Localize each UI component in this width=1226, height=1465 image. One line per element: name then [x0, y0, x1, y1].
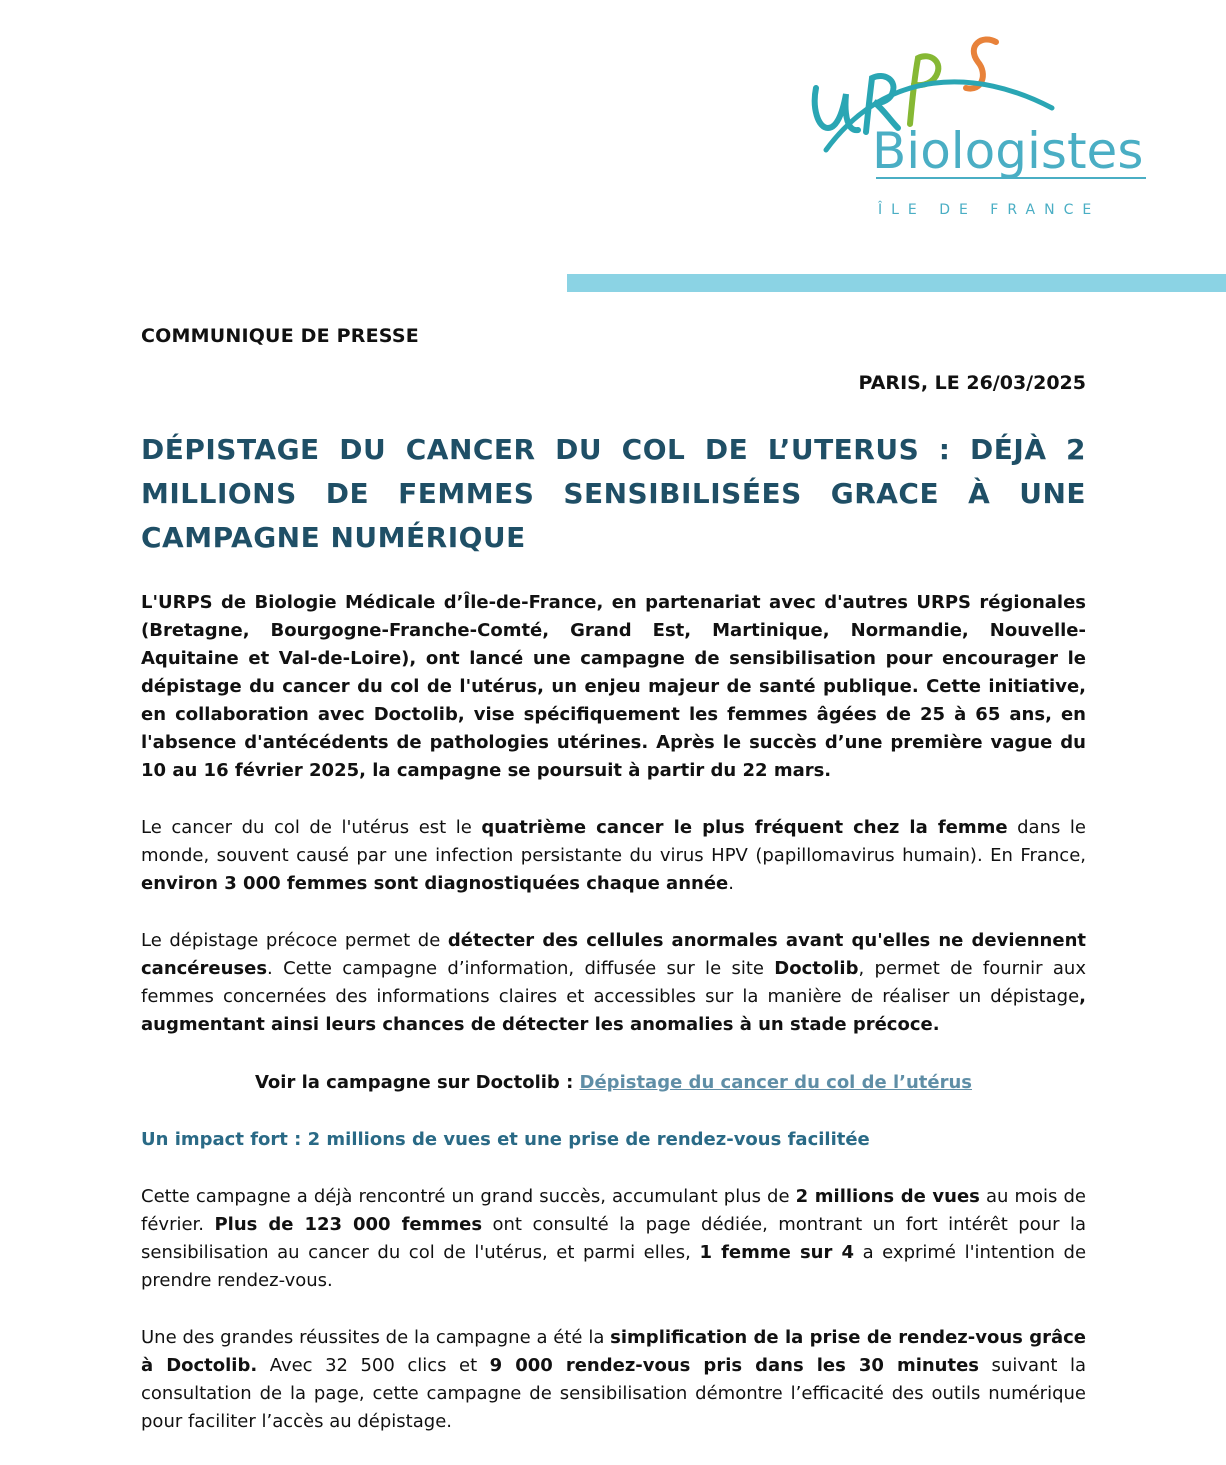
headline: DÉPISTAGE DU CANCER DU COL DE L’UTERUS : DÉJÀ 2 MILLIONS DE FEMMES SENSIBILISÉES GRACE À UNE CAMPAGNE NUMÉRIQUE: [141, 433, 1086, 554]
campaign-link[interactable]: Dépistage du cancer du col de l’utérus: [579, 1072, 973, 1093]
dateline: PARIS, LE 26/03/2025: [858, 372, 1086, 394]
header-band: [567, 274, 1226, 292]
logo-region: ÎLE DE FRANCE: [878, 202, 1101, 218]
urps-logo: [806, 28, 1156, 228]
paragraph-appointments: Une des grandes réussites de la campagne a été la simplification de la prise de rendez-vous grâce à Doctolib. Avec 32 500 clics et 9 000 rendez-vous pris dans les 30 minutes suivant la consultation de la page, cette campagne de sensibilisation démontre l’efficacité des outils numérique pour faciliter l’accès au dépistage.: [141, 1327, 1086, 1432]
lead-paragraph: L'URPS de Biologie Médicale d’Île-de-France, en partenariat avec d'autres URPS régionales (Bretagne, Bourgogne-Franche-Comté, Grand Est, Martinique, Normandie, Nouvelle-Aquitaine et Val-de-Loire), ont lancé une campagne de sensibilisation pour encourager le dépistage du cancer du col de l'utérus, un enjeu majeur de santé publique. Cette initiative, en collaboration avec Doctolib, vise spécifiquement les femmes âgées de 25 à 65 ans, en l'absence d'antécédents de pathologies utérines. Après le succès d’une première vague du 10 au 16 février 2025, la campagne se poursuit à partir du 22 mars.: [141, 592, 1086, 781]
section-subheading: Un impact fort : 2 millions de vues et une prise de rendez-vous facilitée: [141, 1129, 870, 1150]
campaign-line: [141, 1069, 1086, 1097]
press-release-label: COMMUNIQUE DE PRESSE: [141, 325, 419, 347]
campaign-label: Voir la campagne sur Doctolib :: [254, 1072, 580, 1093]
logo-name: Biologistes: [872, 122, 1144, 180]
paragraph-campaign-success: Cette campagne a déjà rencontré un grand succès, accumulant plus de 2 millions de vues au mois de février. Plus de 123 000 femmes ont consulté la page dédiée, montrant un fort intérêt pour la sensibilisation au cancer du col de l'utérus, et parmi elles, 1 femme sur 4 a exprimé l'intention de prendre rendez-vous.: [141, 1186, 1087, 1291]
paragraph-early-screening: Le dépistage précoce permet de détecter des cellules anormales avant qu'elles ne deviennent cancéreuses. Cette campagne d’information, diffusée sur le site Doctolib, permet de fournir aux femmes concernées des informations claires et accessibles sur la manière de réaliser un dépistage, augmentant ainsi leurs chances de détecter les anomalies à un stade précoce.: [141, 930, 1087, 1035]
paragraph-cancer-facts: Le cancer du col de l'utérus est le quatrième cancer le plus fréquent chez la femme dans le monde, souvent causé par une infection persistante du virus HPV (papillomavirus humain). En France, environ 3 000 femmes sont diagnostiquées chaque année.: [141, 817, 1086, 894]
urps-logo-graphic: [806, 28, 1156, 228]
